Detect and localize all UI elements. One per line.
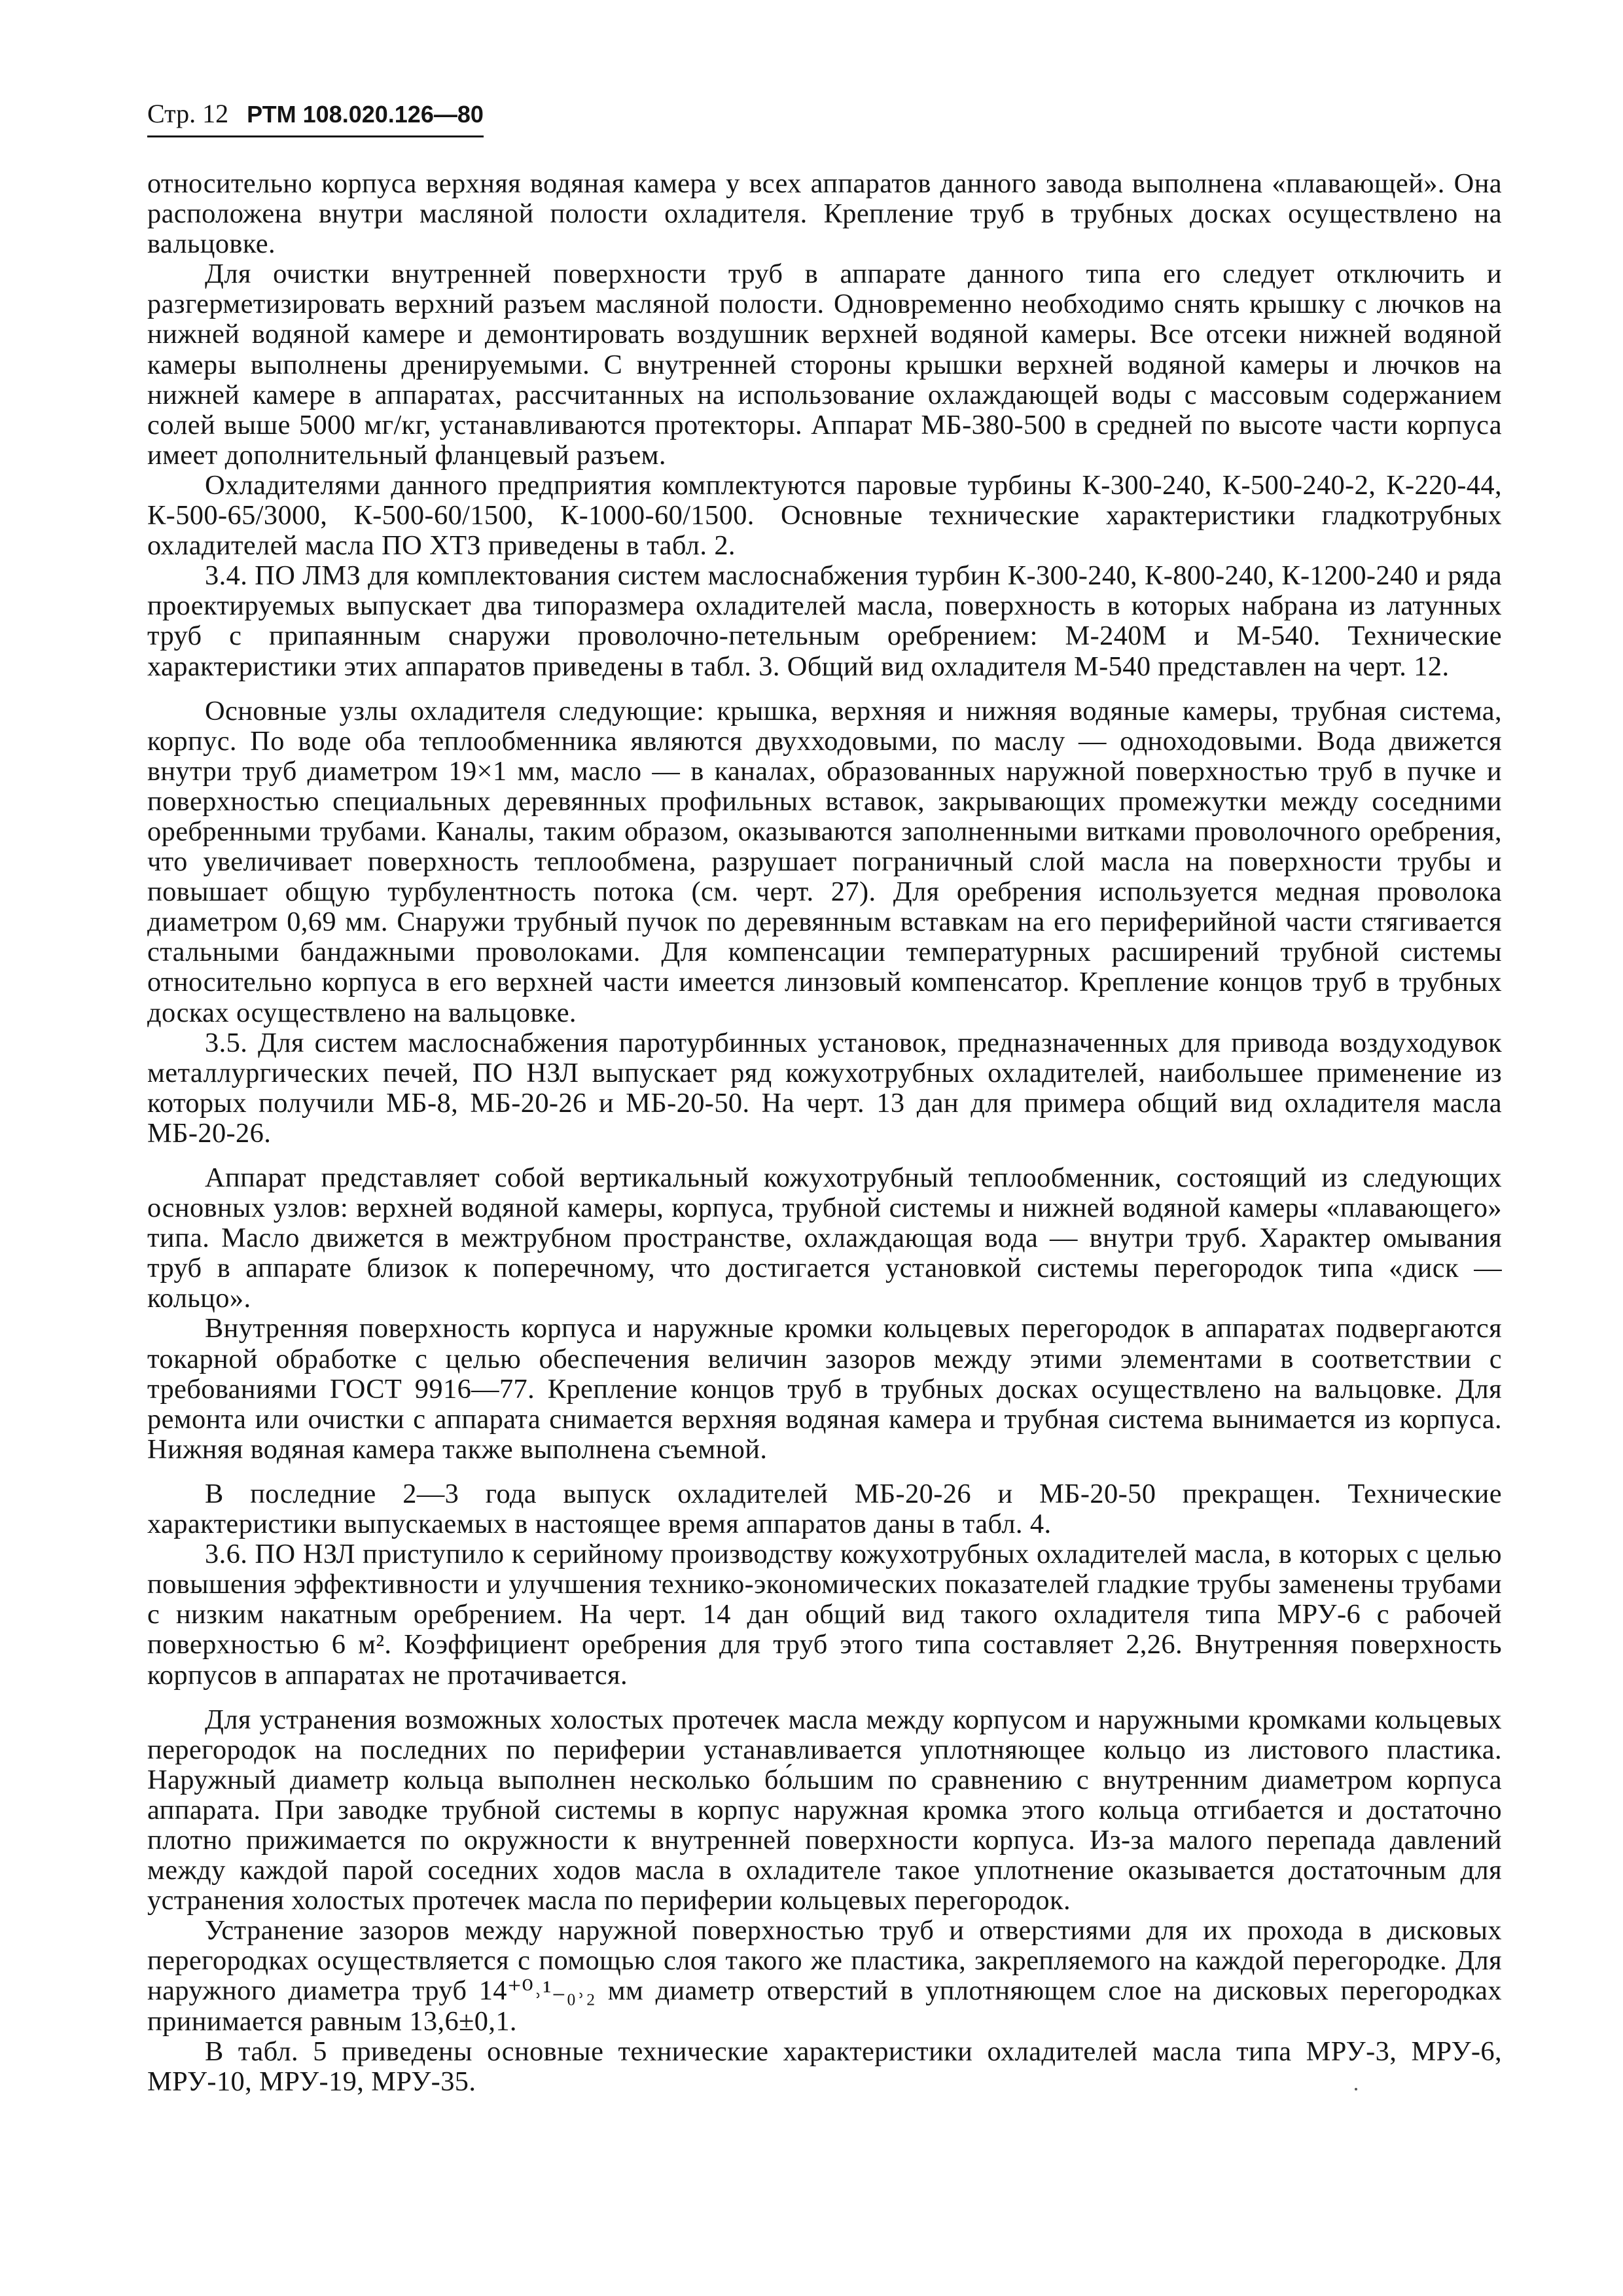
paragraph: Охладителями данного предприятия комплектуются паровые турбины К-300-240, К-500-240-2, К-220-44, К-500-65/3000, К-500-60/1500, К-1000-60/1500. Основные технические характеристики гладкотрубных охладителей масла ПО ХТЗ приведены в табл. 2. xyxy=(147,469,1502,562)
paragraph: 3.5. Для систем маслоснабжения паротурбинных установок, предназначенных для привода воздуходувок металлургических печей, ПО НЗЛ выпускает ряд кожухотрубных охладителей, наибольшее применение из которых получили МБ-8, МБ-20-26 и МБ-20-50. На черт. 13 дан для примера общий вид охладителя масла МБ-20-26. xyxy=(147,1027,1502,1149)
paragraph: Для очистки внутренней поверхности труб в аппарате данного типа его следует отключить и разгерметизировать верхний разъем масляной полости. Одновременно необходимо снять крышку с лючков на нижней водяной камере и демонтировать воздушник верхней водяной камеры. Все отсеки нижней водяной камеры выполнены дренируемыми. С внутренней стороны крышки верхней водяной камеры и лючков на нижней камере в аппаратах, рассчитанных на использование охлаждающей воды с массовым содержанием солей выше 5000 мг/кг, устанавливаются протекторы. Аппарат МБ-380-500 в средней по высоте части корпуса имеет дополнительный фланцевый разъем. xyxy=(147,259,1502,471)
page-header xyxy=(147,98,484,137)
scan-dot xyxy=(1355,2088,1357,2090)
paragraph: В табл. 5 приведены основные технические характеристики охладителей масла типа МРУ-3, МРУ-6, МРУ-10, МРУ-19, МРУ-35. xyxy=(147,2036,1502,2097)
paragraph: Внутренняя поверхность корпуса и наружные кромки кольцевых перегородок в аппаратах подвергаются токарной обработке с целью обеспечения величин зазоров между этими элементами в соответствии с требованиями ГОСТ 9916—77. Крепление концов труб в трубных досках осуществлено на вальцовке. Для ремонта или очистки с аппарата снимается верхняя водяная камера и трубная система вынимается из корпуса. Нижняя водяная камера также выполнена съемной. xyxy=(147,1313,1502,1465)
paragraph: Устранение зазоров между наружной поверхностью труб и отверстиями для их прохода в дисковых перегородках осуществляется с помощью слоя такого же пластика, закрепляемого на каждой перегородке. Для наружного диаметра труб 14⁺⁰˒¹₋₀˒₂ мм диаметр отверстий в уплотняющем слое на дисковых перегородках принимается равным 13,6±0,1. xyxy=(147,1915,1502,2037)
paragraph: Основные узлы охладителя следующие: крышка, верхняя и нижняя водяные камеры, трубная система, корпус. По воде оба теплообменника являются двухходовыми, по маслу — одноходовыми. Вода движется внутри труб диаметром 19×1 мм, масло — в каналах, образованных наружной поверхностью труб в пучке и поверхностью специальных деревянных профильных вставок, закрывающих промежутки между соседними оребренными трубами. Каналы, таким образом, оказываются заполненными витками проволочного оребрения, что увеличивает поверхность теплообмена, разрушает пограничный слой масла на поверхности трубы и повышает общую турбулентность потока (см. черт. 27). Для оребрения используется медная проволока диаметром 0,69 мм. Снаружи трубный пучок по деревянным вставкам на его периферийной части стягивается стальными бандажными проволоками. Для компенсации температурных расширений трубной системы относительно корпуса в его верхней части имеется линзовый компенсатор. Крепление концов труб в трубных досках осуществлено на вальцовке. xyxy=(147,695,1502,1028)
paragraph: 3.4. ПО ЛМЗ для комплектования систем маслоснабжения турбин К-300-240, К-800-240, К-1200-240 и ряда проектируемых выпускает два типоразмера охладителей масла, поверхность в которых набрана из латунных труб с припаянным снаружи проволочно-петельным оребрением: М-240М и М-540. Технические характеристики этих аппаратов приведены в табл. 3. Общий вид охладителя М-540 представлен на черт. 12. xyxy=(147,560,1502,682)
paragraph: В последние 2—3 года выпуск охладителей МБ-20-26 и МБ-20-50 прекращен. Технические характеристики выпускаемых в настоящее время аппаратов даны в табл. 4. xyxy=(147,1478,1502,1540)
document-page xyxy=(147,98,1502,2097)
paragraph: относительно корпуса верхняя водяная камера у всех аппаратов данного завода выполнена «плавающей». Она расположена внутри масляной полости охладителя. Крепление труб в трубных досках осуществлено на вальцовке. xyxy=(147,168,1502,260)
paragraph: Аппарат представляет собой вертикальный кожухотрубный теплообменник, состоящий из следующих основных узлов: верхней водяной камеры, корпуса, трубной системы и нижней водяной камеры «плавающего» типа. Масло движется в межтрубном пространстве, охлаждающая вода — внутри труб. Характер омывания труб в аппарате близок к поперечному, что достигается установкой системы перегородок типа «диск — кольцо». xyxy=(147,1162,1502,1314)
paragraph: 3.6. ПО НЗЛ приступило к серийному производству кожухотрубных охладителей масла, в которых с целью повышения эффективности и улучшения технико-экономических показателей гладкие трубы заменены трубами с низким накатным оребрением. На черт. 14 дан общий вид такого охладителя типа МРУ-6 с рабочей поверхностью 6 м². Коэффициент оребрения для труб этого типа составляет 2,26. Внутренняя поверхность корпусов в аппаратах не протачивается. xyxy=(147,1539,1502,1691)
document-code: РТМ 108.020.126—80 xyxy=(247,101,484,128)
paragraph: Для устранения возможных холостых протечек масла между корпусом и наружными кромками кольцевых перегородок на последних по периферии устанавливается уплотняющее кольцо из листового пластика. Наружный диаметр кольца выполнен несколько бо́льшим по сравнению с внутренним диаметром корпуса аппарата. При заводке трубной системы в корпус наружная кромка этого кольца отгибается и достаточно плотно прижимается по окружности к внутренней поверхности корпуса. Из-за малого перепада давлений между каждой парой соседних ходов масла в охладителе такое уплотнение оказывается достаточным для устранения холостых протечек масла по периферии кольцевых перегородок. xyxy=(147,1704,1502,1916)
page-number: Стр. 12 xyxy=(147,99,229,128)
body-text xyxy=(147,169,1502,2097)
